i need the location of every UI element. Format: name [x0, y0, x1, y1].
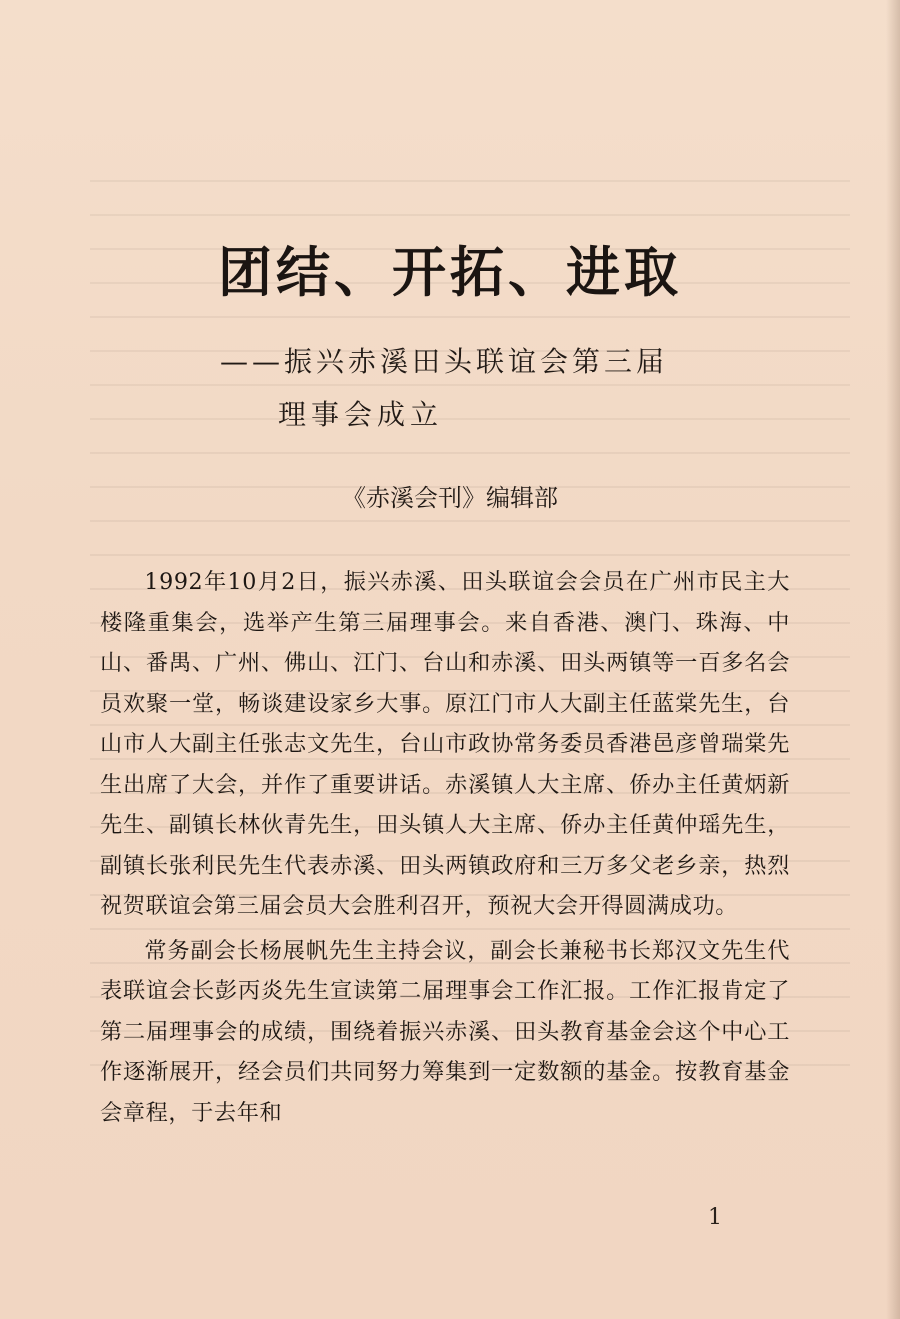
body-paragraph-2: 常务副会长杨展帆先生主持会议，副会长兼秘书长郑汉文先生代表联谊会长彭丙炎先生宣读第二届理事会工作汇报。工作汇报肯定了第二届理事会的成绩，围绕着振兴赤溪、田头教育基金会这个中心工作逐渐展开，经会员们共同努力筹集到一定数额的基金。按教育基金会章程，于去年和 — [100, 937, 790, 1126]
article-byline: 《赤溪会刊》编辑部 — [342, 484, 558, 512]
article-body — [100, 562, 790, 1137]
article-title: 团结、开拓、进取 — [218, 240, 682, 304]
body-paragraph-1: 1992年10月2日，振兴赤溪、田头联谊会会员在广州市民主大楼隆重集会，选举产生第三届理事会。来自香港、澳门、珠海、中山、番禺、广州、佛山、江门、台山和赤溪、田头两镇等一百多名会员欢聚一堂，畅谈建设家乡大事。原江门市人大副主任蓝棠先生，台山市人大副主任张志文先生，台山市政协常务委员香港邑彦曾瑞棠先生出席了大会，并作了重要讲话。赤溪镇人大主席、侨办主任黄炳新先生、副镇长林伙青先生，田头镇人大主席、侨办主任黄仲瑶先生，副镇长张利民先生代表赤溪、田头两镇政府和三万多父老乡亲，热烈祝贺联谊会第三届会员大会胜利召开，预祝大会开得圆满成功。 — [100, 569, 790, 919]
page-edge-shadow — [886, 0, 900, 1319]
article-subtitle-line-2: 理事会成立 — [278, 398, 444, 431]
article-subtitle-line-1: ——振兴赤溪田头联谊会第三届 — [220, 345, 669, 378]
page-number: 1 — [708, 1205, 722, 1230]
